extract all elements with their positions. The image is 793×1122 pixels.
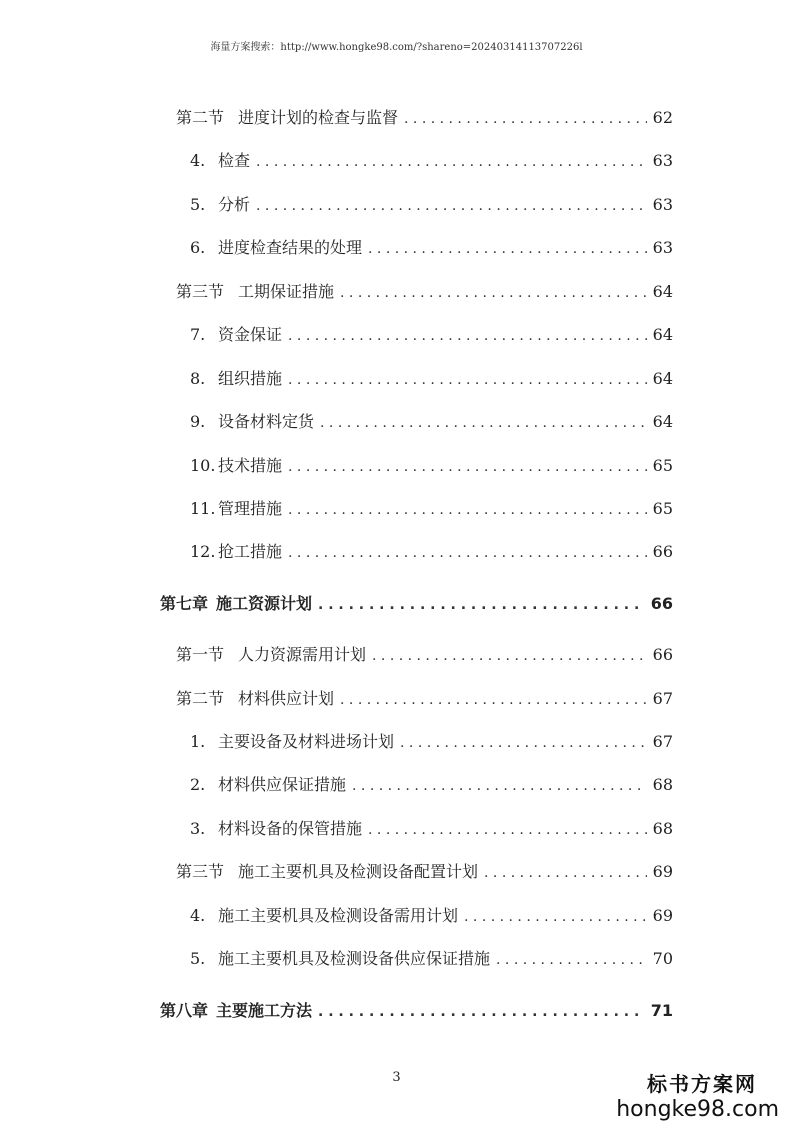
toc-entry-page: 68 bbox=[652, 775, 673, 794]
toc-entry-title: 材料供应计划 bbox=[238, 689, 335, 708]
toc-entry-section[interactable] bbox=[176, 108, 673, 129]
toc-entry-title: 管理措施 bbox=[218, 499, 283, 518]
toc-entry-title: 施工资源计划 bbox=[216, 594, 313, 613]
brand-name-domain: hongke98.com bbox=[616, 1097, 779, 1122]
toc-entry-page: 66 bbox=[652, 542, 673, 561]
toc-entry-page: 69 bbox=[652, 862, 673, 881]
toc-entry-page: 62 bbox=[652, 108, 673, 127]
toc-entry-title: 进度检查结果的处理 bbox=[218, 238, 363, 257]
toc-entry-page: 67 bbox=[652, 689, 673, 708]
toc-entry-title: 人力资源需用计划 bbox=[238, 645, 367, 664]
toc-entry-page: 71 bbox=[650, 1001, 673, 1020]
toc-entry-number: 10. bbox=[190, 456, 216, 475]
toc-entry-page: 63 bbox=[652, 151, 673, 170]
toc-leader-dots bbox=[404, 109, 647, 129]
toc-leader-dots bbox=[288, 543, 647, 563]
toc-leader-dots bbox=[368, 239, 647, 259]
toc-entry-number: 3. bbox=[190, 819, 206, 838]
toc-leader-dots bbox=[256, 152, 647, 172]
brand-name-chinese: 标书方案网 bbox=[647, 1072, 757, 1096]
toc-entry-title: 分析 bbox=[218, 195, 251, 214]
toc-entry-page: 63 bbox=[652, 195, 673, 214]
toc-entry-item[interactable] bbox=[190, 542, 673, 563]
toc-entry-title: 检查 bbox=[218, 151, 251, 170]
toc-entry-number: 第三节 bbox=[176, 862, 225, 881]
toc-entry-title: 主要施工方法 bbox=[216, 1001, 313, 1020]
toc-entry-item[interactable] bbox=[190, 151, 673, 172]
toc-entry-item[interactable] bbox=[190, 238, 673, 259]
toc-entry-title: 材料供应保证措施 bbox=[218, 775, 347, 794]
toc-leader-dots bbox=[372, 646, 647, 666]
toc-entry-title: 资金保证 bbox=[218, 325, 283, 344]
toc-entry-number: 7. bbox=[190, 325, 206, 344]
toc-entry-number: 第三节 bbox=[176, 282, 225, 301]
toc-entry-page: 64 bbox=[652, 325, 673, 344]
toc-entry-number: 第二节 bbox=[176, 689, 225, 708]
toc-entry-page: 69 bbox=[652, 906, 673, 925]
toc-leader-dots bbox=[368, 820, 647, 840]
toc-leader-dots bbox=[288, 326, 647, 346]
toc-entry-number: 第八章 bbox=[160, 1001, 209, 1020]
toc-entry-number: 11. bbox=[190, 499, 216, 518]
toc-leader-dots bbox=[318, 1002, 645, 1022]
toc-entry-number: 第七章 bbox=[160, 594, 209, 613]
toc-entry-number: 4. bbox=[190, 906, 206, 925]
toc-leader-dots bbox=[318, 595, 645, 615]
toc-leader-dots bbox=[496, 950, 647, 970]
toc-entry-page: 67 bbox=[652, 732, 673, 751]
toc-entry-item[interactable] bbox=[190, 456, 673, 477]
toc-leader-dots bbox=[484, 863, 647, 883]
toc-entry-item[interactable] bbox=[190, 819, 673, 840]
toc-entry-title: 施工主要机具及检测设备需用计划 bbox=[218, 906, 459, 925]
toc-entry-item[interactable] bbox=[190, 949, 673, 970]
toc-leader-dots bbox=[288, 457, 647, 477]
toc-entry-section[interactable] bbox=[176, 282, 673, 303]
toc-entry-title: 技术措施 bbox=[218, 456, 283, 475]
toc-entry-number: 6. bbox=[190, 238, 206, 257]
toc-entry-number: 9. bbox=[190, 412, 206, 431]
toc-entry-page: 68 bbox=[652, 819, 673, 838]
toc-leader-dots bbox=[352, 776, 647, 796]
toc-entry-item[interactable] bbox=[190, 195, 673, 216]
toc-entry-title: 抢工措施 bbox=[218, 542, 283, 561]
toc-entry-item[interactable] bbox=[190, 732, 673, 753]
toc-entry-number: 2. bbox=[190, 775, 206, 794]
toc-entry-page: 65 bbox=[652, 456, 673, 475]
toc-entry-item[interactable] bbox=[190, 499, 673, 520]
toc-entry-page: 70 bbox=[652, 949, 673, 968]
toc-entry-number: 12. bbox=[190, 542, 216, 561]
toc-entry-page: 64 bbox=[652, 282, 673, 301]
page-number: 3 bbox=[392, 1070, 401, 1085]
page-header-url: 海量方案搜索：http://www.hongke98.com/?shareno=20240314113707226l bbox=[210, 42, 583, 53]
toc-leader-dots bbox=[320, 413, 647, 433]
toc-entry-chapter[interactable] bbox=[160, 1001, 673, 1022]
toc-entry-section[interactable] bbox=[176, 645, 673, 666]
toc-leader-dots bbox=[340, 690, 647, 710]
toc-entry-item[interactable] bbox=[190, 325, 673, 346]
toc-entry-title: 进度计划的检查与监督 bbox=[238, 108, 399, 127]
toc-entry-section[interactable] bbox=[176, 689, 673, 710]
toc-entry-number: 1. bbox=[190, 732, 206, 751]
brand-watermark bbox=[616, 1068, 779, 1122]
toc-entry-title: 材料设备的保管措施 bbox=[218, 819, 363, 838]
toc-entry-page: 66 bbox=[652, 645, 673, 664]
toc-entry-number: 8. bbox=[190, 369, 206, 388]
toc-entry-title: 设备材料定货 bbox=[218, 412, 315, 431]
toc-entry-page: 64 bbox=[652, 412, 673, 431]
toc-leader-dots bbox=[256, 196, 647, 216]
toc-entry-title: 工期保证措施 bbox=[238, 282, 335, 301]
toc-entry-item[interactable] bbox=[190, 775, 673, 796]
toc-entry-item[interactable] bbox=[190, 369, 673, 390]
toc-entry-title: 施工主要机具及检测设备配置计划 bbox=[238, 862, 479, 881]
toc-entry-number: 5. bbox=[190, 949, 206, 968]
toc-entry-title: 组织措施 bbox=[218, 369, 283, 388]
toc-entry-title: 施工主要机具及检测设备供应保证措施 bbox=[218, 949, 491, 968]
toc-entry-page: 65 bbox=[652, 499, 673, 518]
toc-leader-dots bbox=[288, 370, 647, 390]
toc-entry-title: 主要设备及材料进场计划 bbox=[218, 732, 395, 751]
toc-entry-page: 63 bbox=[652, 238, 673, 257]
toc-entry-number: 4. bbox=[190, 151, 206, 170]
toc-leader-dots bbox=[400, 733, 647, 753]
toc-entry-item[interactable] bbox=[190, 412, 673, 433]
toc-entry-section[interactable] bbox=[176, 862, 673, 883]
toc-entry-item[interactable] bbox=[190, 906, 673, 927]
toc-entry-chapter[interactable] bbox=[160, 594, 673, 615]
toc-entry-number: 第二节 bbox=[176, 108, 225, 127]
toc-entry-page: 66 bbox=[650, 594, 673, 613]
toc-entry-number: 5. bbox=[190, 195, 206, 214]
toc-leader-dots bbox=[464, 907, 647, 927]
toc-entry-number: 第一节 bbox=[176, 645, 225, 664]
toc-leader-dots bbox=[288, 500, 647, 520]
toc-leader-dots bbox=[340, 283, 647, 303]
toc-entry-page: 64 bbox=[652, 369, 673, 388]
